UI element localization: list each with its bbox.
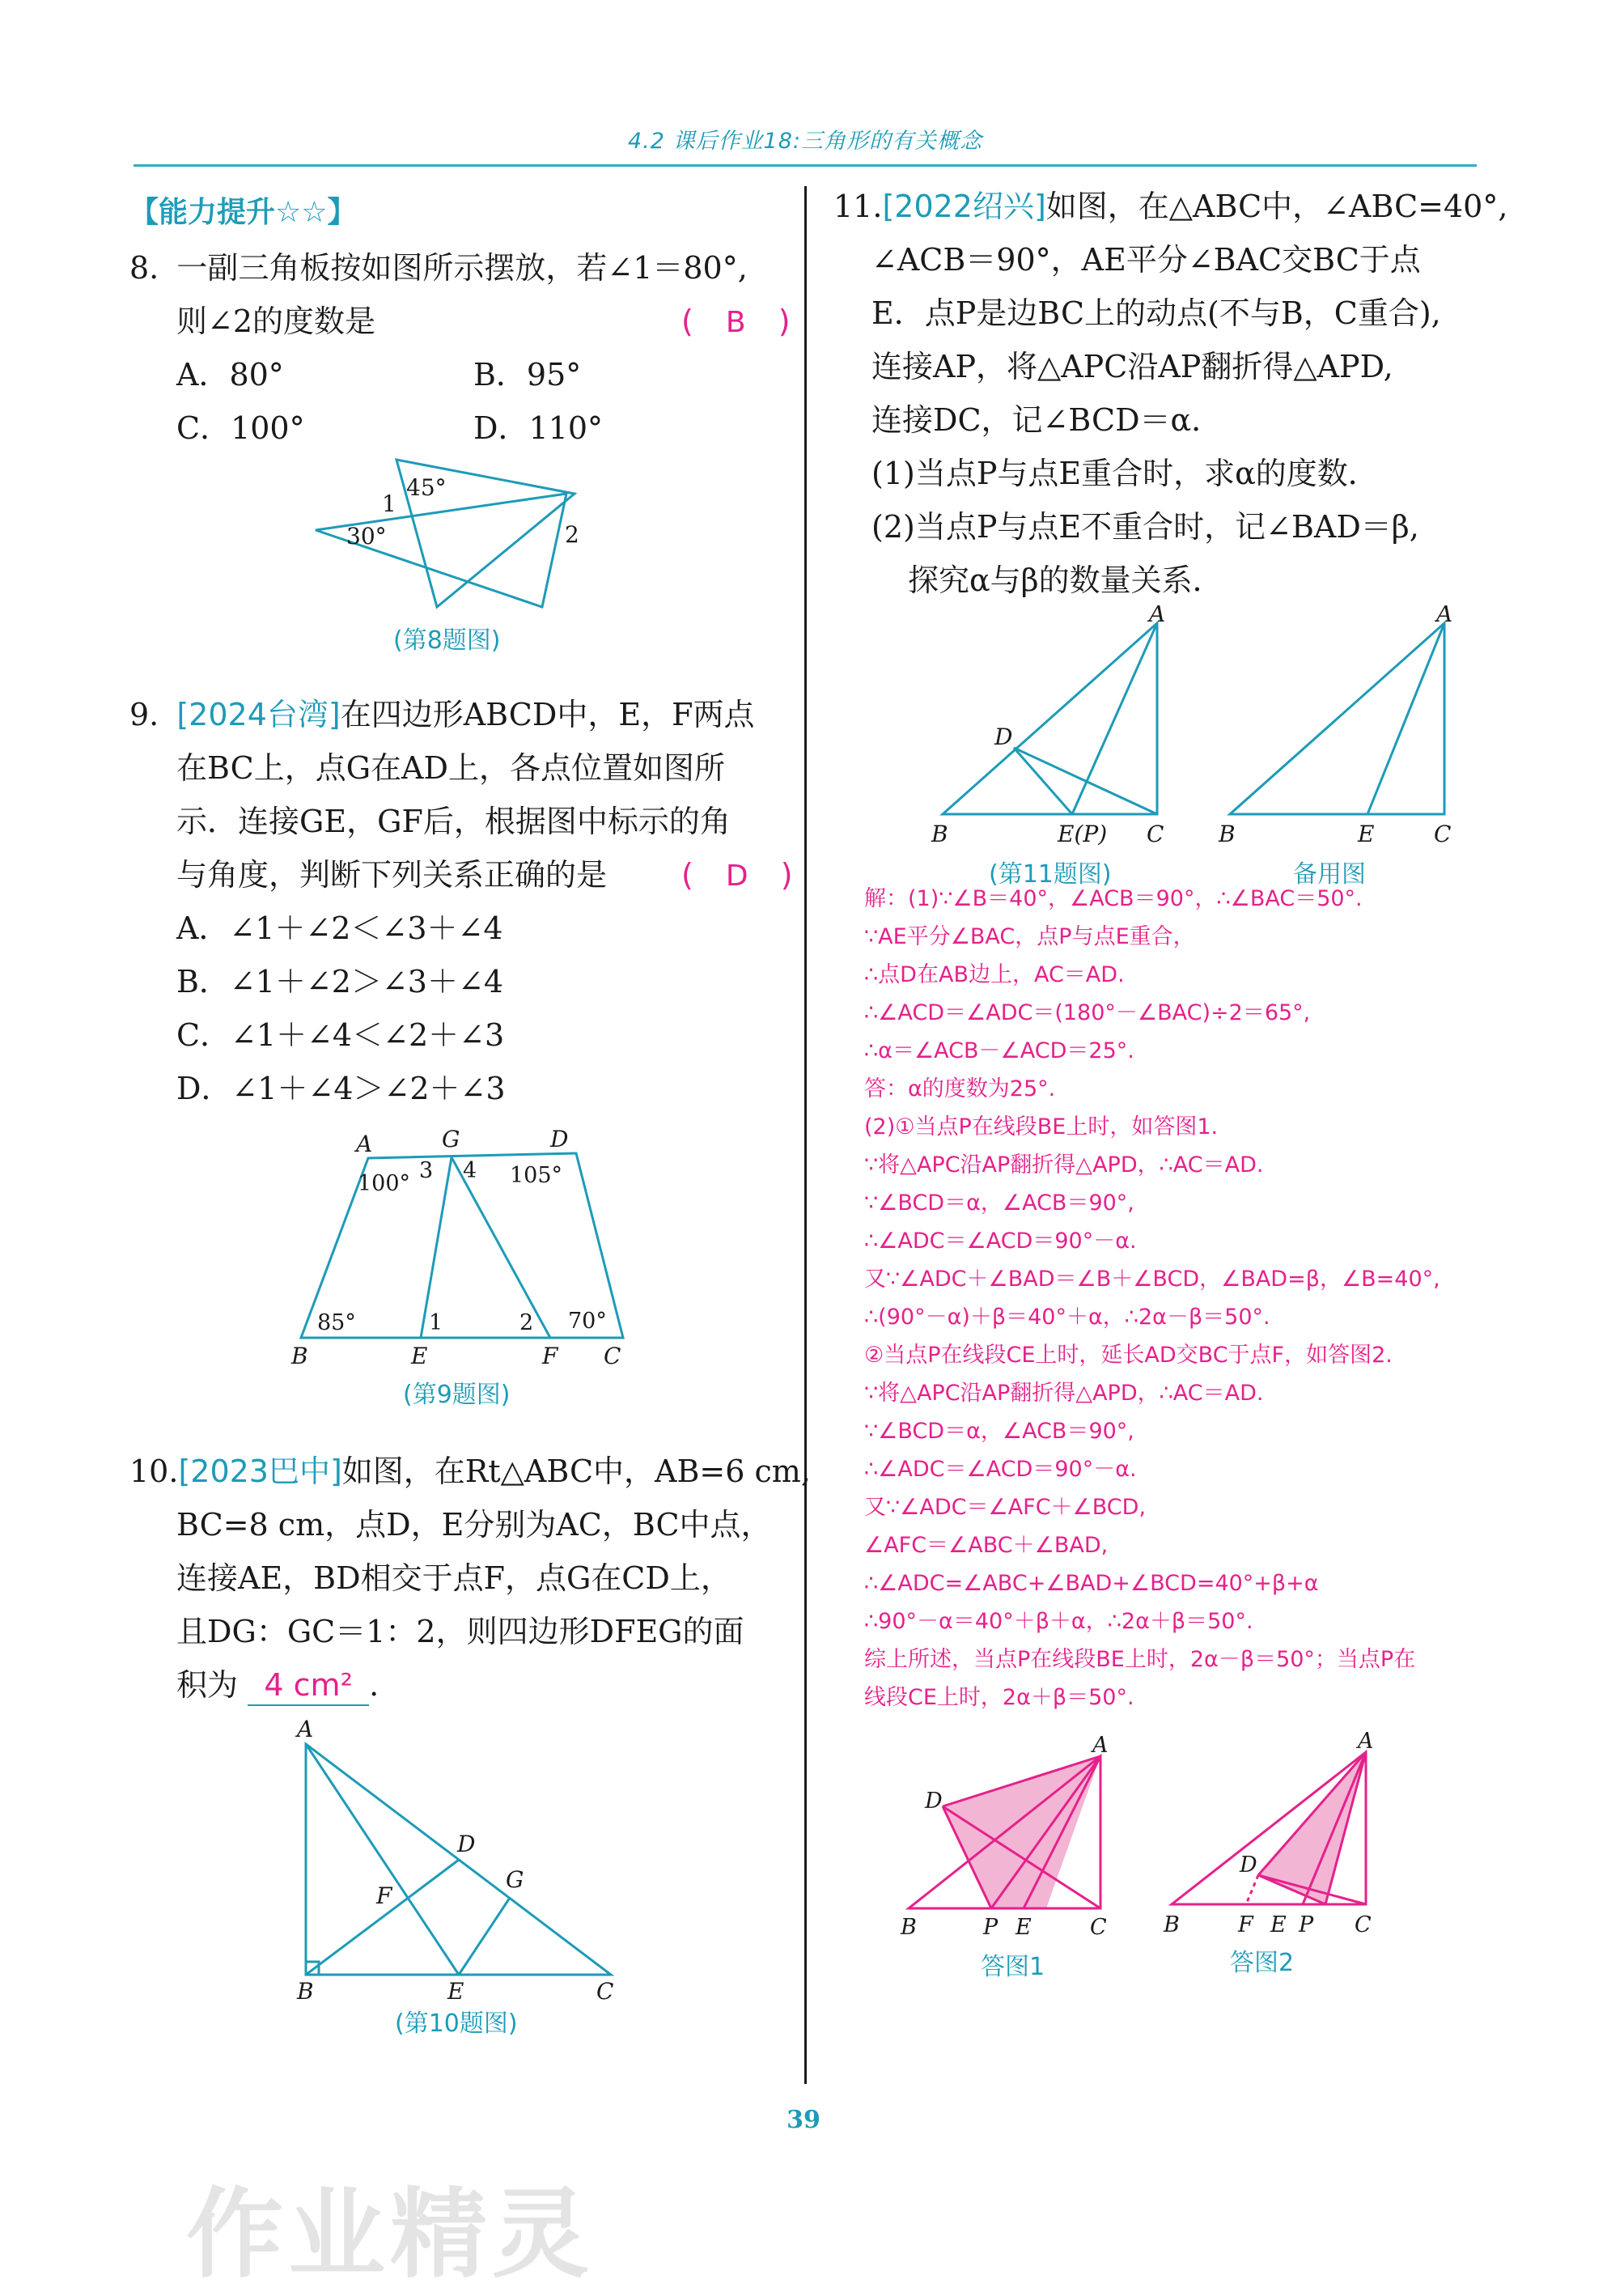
q10-line5 [176,1658,379,1712]
ans2-label-a: A [1358,1729,1374,1754]
q9-caption: (第9题图) [403,1381,511,1409]
q11-source: [2022绍兴] [882,189,1046,224]
q9-label-3: 3 [419,1158,434,1183]
q9-option-c: C．∠1＋∠4＜∠2＋∠3 [176,1017,505,1053]
q9-label-70: 70° [568,1309,607,1334]
ans2-label-d: D [1240,1853,1257,1878]
q10-answer: 4 cm² [248,1666,369,1706]
column-divider [804,186,807,2084]
solution-line: ∵将△APC沿AP翻折得△APD，∴AC＝AD. [864,1381,1264,1406]
q8-label-30: 30° [346,523,387,550]
solution-line: ∵将△APC沿AP翻折得△APD，∴AC＝AD. [864,1152,1264,1178]
q9-label-g: G [442,1129,460,1152]
watermark-logo: 作业精灵 [186,2179,594,2291]
q11-fig1-label-a: A [1149,605,1166,627]
solution-line: ∴α＝∠ACB－∠ACD＝25°. [864,1038,1134,1063]
ans1-shaded-region [943,1756,1100,1908]
q8-label-1: 1 [382,490,396,517]
q9-paren-open: ( [681,857,693,893]
q11-fig1-label-c: C [1147,821,1164,847]
ans2-label-f: F [1238,1912,1253,1937]
q11-line7: (2)当点P与点E不重合时，记∠BAD＝β, [871,509,1419,545]
page-header: 4.2 课后作业18:三角形的有关概念 [628,129,982,154]
ans1-label-b: B [901,1915,917,1940]
q9-label-1: 1 [429,1310,443,1335]
page-number: 39 [787,2106,820,2134]
q8-paren-close: ) [778,303,791,339]
q8-figure [307,453,599,615]
solution-line: ∵∠BCD＝α，∠ACB＝90°, [864,1190,1134,1216]
q8-triangle-2 [316,494,566,607]
q9-line1 [129,688,754,741]
solution-line: 又∵∠ADC＋∠BAD＝∠B＋∠BCD，∠BAD=β，∠B=40°, [864,1267,1440,1292]
solution-line: ∴∠ADC＝∠ACD＝90°－α. [864,1457,1137,1482]
q11-line8: 探究α与β的数量关系． [908,562,1223,598]
q8-option-d: D．110° [473,410,603,446]
q10-source: [2023巴中] [178,1454,342,1489]
q9-line4: 与角度，判断下列关系正确的是 [176,857,608,893]
q10-figure [287,1716,635,2007]
q10-label-e: E [447,1978,464,2005]
q9-label-4: 4 [463,1158,477,1183]
q10-text5a: 积为 [176,1667,239,1703]
q8-answer-paren [681,295,791,350]
q8-caption: (第8题图) [393,626,501,655]
q9-label-c: C [604,1343,621,1369]
q11-fig1-segment-ae [1072,623,1157,814]
q11-answer-figure-1 [894,1724,1129,1942]
ans1-label-c: C [1090,1915,1107,1940]
q10-label-b: B [297,1978,314,2005]
q10-label-f: F [376,1882,392,1909]
q9-text1: 在四边形ABCD中，E，F两点 [340,697,755,732]
q9-source: [2024台湾] [176,697,341,732]
q9-label-105: 105° [510,1163,563,1188]
solution-line: ∴∠ACD＝∠ADC＝(180°－∠BAC)÷2＝65°, [864,1000,1311,1025]
q9-label-100: 100° [358,1171,411,1196]
q11-fig1-segment-de [1014,748,1072,814]
q10-text5b: . [369,1667,379,1703]
q11-fig2-segment-ae [1367,623,1444,814]
section-title: 【能力提升☆☆】 [129,196,357,229]
ans1-label-p: P [983,1915,999,1940]
ans1-label-d: D [925,1789,943,1814]
q9-answer: D [725,859,748,893]
q11-fig2-triangle [1230,623,1444,814]
q10-number: 10. [129,1454,179,1489]
q11-fig1-triangle [943,623,1157,814]
solution-line: (2)①当点P在线段BE上时，如答图1. [864,1114,1219,1140]
q10-label-a: A [297,1716,314,1742]
q11-number: 11. [833,189,883,224]
ans2-segment-df-dashed [1246,1875,1258,1904]
solution-line: ∴∠ADC＝∠ACD＝90°－α. [864,1229,1137,1254]
header-divider [134,164,1477,167]
ans2-label-b: B [1164,1912,1180,1937]
q10-caption: (第10题图) [395,2010,518,2038]
q11-figure-1 [926,605,1194,848]
q11-fig1-label-b: B [931,821,948,847]
q8-option-b: B．95° [473,357,582,393]
solution-line: ∵AE平分∠BAC，点P与点E重合， [864,924,1195,949]
q9-option-b: B．∠1＋∠2＞∠3＋∠4 [176,964,503,999]
q10-text1: 如图，在Rt△ABC中，AB=6 cm, [341,1454,811,1489]
solution-line: ∴(90°－α)＋β＝40°＋α，∴2α－β＝50°. [864,1305,1270,1330]
ans2-label-c: C [1355,1912,1372,1937]
q11-fig2-label-b: B [1219,821,1236,847]
q9-option-d: D．∠1＋∠4＞∠2＋∠3 [176,1071,506,1106]
q10-line2: BC=8 cm，点D，E分别为AC，BC中点， [176,1507,772,1543]
q9-paren-close: ) [780,857,793,893]
q8-label-45: 45° [406,474,447,501]
solution-line: ②当点P在线段CE上时，延长AD交BC于点F，如答图2. [864,1343,1393,1368]
solution-line: 线段CE上时，2α＋β＝50°. [864,1685,1134,1710]
q9-label-b: B [291,1343,308,1369]
q8-answer: B [725,306,746,339]
q9-answer-paren [681,848,793,903]
q9-label-a: A [356,1131,373,1157]
q9-label-85: 85° [317,1310,356,1335]
q11-caption-2: 备用图 [1293,860,1366,889]
q8-option-a: A．80° [176,357,284,393]
q11-line1 [833,180,1507,233]
q8-label-2: 2 [565,521,579,548]
ans1-label-a: A [1092,1733,1109,1758]
q10-label-c: C [596,1978,614,2005]
q8-text1: 一副三角板按如图所示摆放，若∠1＝80°, [176,250,748,286]
q11-fig1-label-d: D [994,724,1013,750]
ans-caption-1: 答图1 [981,1953,1045,1981]
ans2-label-p: P [1299,1912,1314,1937]
q10-line1 [129,1445,811,1498]
q9-label-d: D [550,1129,569,1152]
solution-line: 综上所述，当点P在线段BE上时，2α－β＝50°；当点P在 [864,1647,1416,1672]
q11-solution [864,880,1440,1717]
ans1-label-e: E [1016,1915,1032,1940]
solution-line: ∴点D在AB边上，AC＝AD. [864,962,1125,987]
q11-fig1-label-ep: E(P) [1058,821,1108,847]
q11-text1: 如图，在△ABC中，∠ABC=40°, [1045,189,1508,224]
q9-option-a: A．∠1＋∠2＜∠3＋∠4 [176,910,503,946]
q11-caption-1: (第11题图) [989,860,1112,889]
solution-line: ∴∠ADC=∠ABC+∠BAD+∠BCD=40°+β+α [864,1571,1319,1596]
q8-line2: 则∠2的度数是 [176,303,376,339]
q9-label-f: F [542,1343,558,1369]
q10-segment-bd [306,1860,459,1975]
q11-fig2-label-a: A [1436,605,1453,627]
solution-line: 又∵∠ADC＝∠AFC＋∠BCD, [864,1495,1147,1520]
q9-number: 9. [129,697,159,732]
q10-segment-ae [306,1744,459,1975]
q11-line3: E．点P是边BC上的动点(不与B，C重合), [871,295,1441,331]
q10-line3: 连接AE，BD相交于点F，点G在CD上， [176,1560,731,1596]
q11-line2: ∠ACB＝90°，AE平分∠BAC交BC于点 [871,242,1421,278]
q9-label-e: E [411,1343,428,1369]
ans2-label-e: E [1270,1912,1287,1937]
q11-answer-figure-2 [1157,1720,1392,1938]
q11-line4: 连接AP，将△APC沿AP翻折得△APD, [871,349,1393,384]
ans-caption-2: 答图2 [1230,1949,1295,1977]
solution-line: ∵∠BCD＝α，∠ACB＝90°, [864,1419,1134,1444]
q9-line2: 在BC上，点G在AD上，各点位置如图所 [176,750,725,786]
q8-number: 8. [129,250,159,286]
q8-paren-open: ( [681,303,693,339]
q11-line5: 连接DC，记∠BCD＝α． [871,402,1223,438]
q9-label-2: 2 [519,1310,534,1335]
q11-figure-2 [1214,605,1481,848]
solution-line: 答：α的度数为25°. [864,1076,1056,1101]
q9-line3: 示．连接GE，GF后，根据图中标示的角 [176,804,731,839]
solution-line: 解：(1)∵∠B＝40°，∠ACB＝90°，∴∠BAC＝50°. [864,886,1363,911]
q10-segment-ge [459,1898,510,1975]
q11-fig2-label-c: C [1434,821,1452,847]
solution-line: ∠AFC＝∠ABC＋∠BAD, [864,1533,1109,1558]
q10-label-d: D [457,1831,476,1857]
q8-option-c: C．100° [176,410,305,446]
q10-line4: 且DG：GC＝1：2，则四边形DFEG的面 [176,1614,744,1649]
q9-figure [283,1129,639,1372]
q10-label-g: G [506,1866,524,1893]
q8-line1 [129,241,748,295]
q11-line6: (1)当点P与点E重合时，求α的度数． [871,456,1379,491]
q11-fig1-segment-dc [1014,748,1157,814]
q11-fig2-label-e: E [1358,821,1375,847]
solution-line: ∴90°－α＝40°＋β＋α，∴2α＋β＝50°. [864,1609,1253,1634]
